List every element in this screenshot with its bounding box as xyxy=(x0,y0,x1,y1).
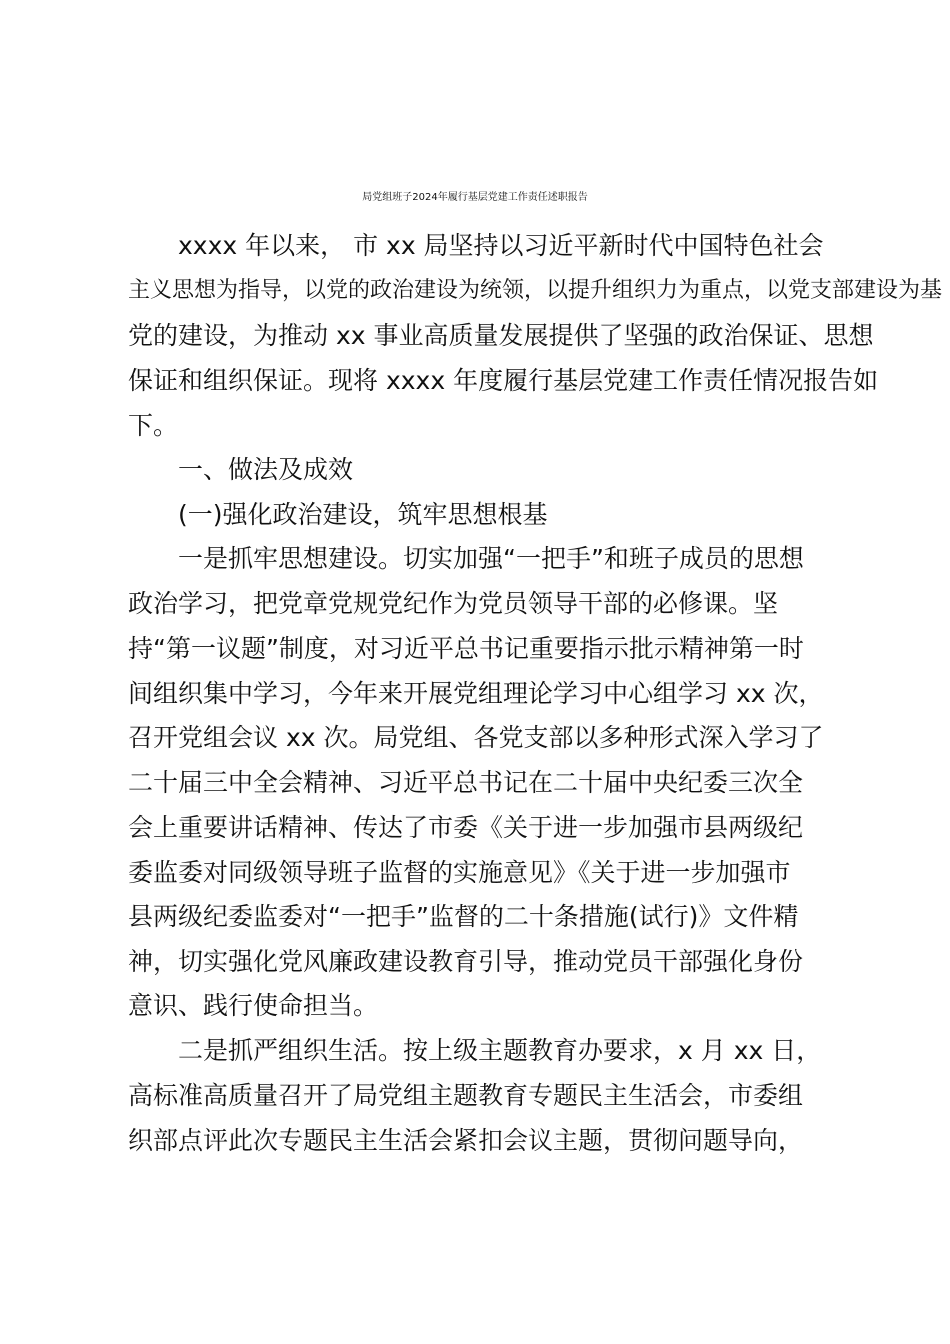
document-title: 局党组班子2024年履行基层党建工作责任述职报告 xyxy=(362,192,588,203)
body-line: 主义思想为指导，以党的政治建设为统领，以提升组织力为重点，以党支部建设为基 xyxy=(128,278,943,303)
body-line: 二十届三中全会精神、习近平总书记在二十届中央纪委三次全 xyxy=(128,768,804,797)
body-line: 间组织集中学习，今年来开展党组理论学习中心组学习 xx 次， xyxy=(128,679,824,708)
body-line: 会上重要讲话精神、传达了市委《关于进一步加强市县两级纪 xyxy=(128,813,804,842)
body-line: 委监委对同级领导班子监督的实施意见》《关于进一步加强市 xyxy=(128,858,791,887)
body-line: 高标准高质量召开了局党组主题教育专题民主生活会，市委组 xyxy=(128,1081,804,1110)
body-line: 保证和组织保证。现将 xxxx 年度履行基层党建工作责任情况报告如 xyxy=(128,366,879,395)
body-line: 下。 xyxy=(128,411,179,440)
subsection-heading: (一)强化政治建设，筑牢思想根基 xyxy=(178,500,548,529)
body-line: 神，切实强化党风廉政建设教育引导，推动党员干部强化身份 xyxy=(128,947,804,976)
body-line: 召开党组会议 xx 次。局党组、各党支部以多种形式深入学习了 xyxy=(128,723,824,752)
body-line: 一是抓牢思想建设。切实加强“一把手”和班子成员的思想 xyxy=(178,544,804,573)
body-line: 持“第一议题”制度，对习近平总书记重要指示批示精神第一时 xyxy=(128,634,804,663)
section-heading: 一、做法及成效 xyxy=(178,455,354,484)
body-line: 政治学习，把党章党规党纪作为党员领导干部的必修课。坚 xyxy=(128,589,779,618)
body-line: 二是抓严组织生活。按上级主题教育办要求，x 月 xx 日， xyxy=(178,1036,822,1065)
body-line: 县两级纪委监委对“一把手”监督的二十条措施(试行)》文件精 xyxy=(128,902,799,931)
body-line: 党的建设，为推动 xx 事业高质量发展提供了坚强的政治保证、思想 xyxy=(128,321,874,350)
body-line: 意识、践行使命担当。 xyxy=(128,991,379,1020)
body-line: 织部点评此次专题民主生活会紧扣会议主题，贯彻问题导向， xyxy=(128,1126,804,1155)
body-line: xxxx 年以来， 市 xx 局坚持以习近平新时代中国特色社会 xyxy=(178,231,824,260)
